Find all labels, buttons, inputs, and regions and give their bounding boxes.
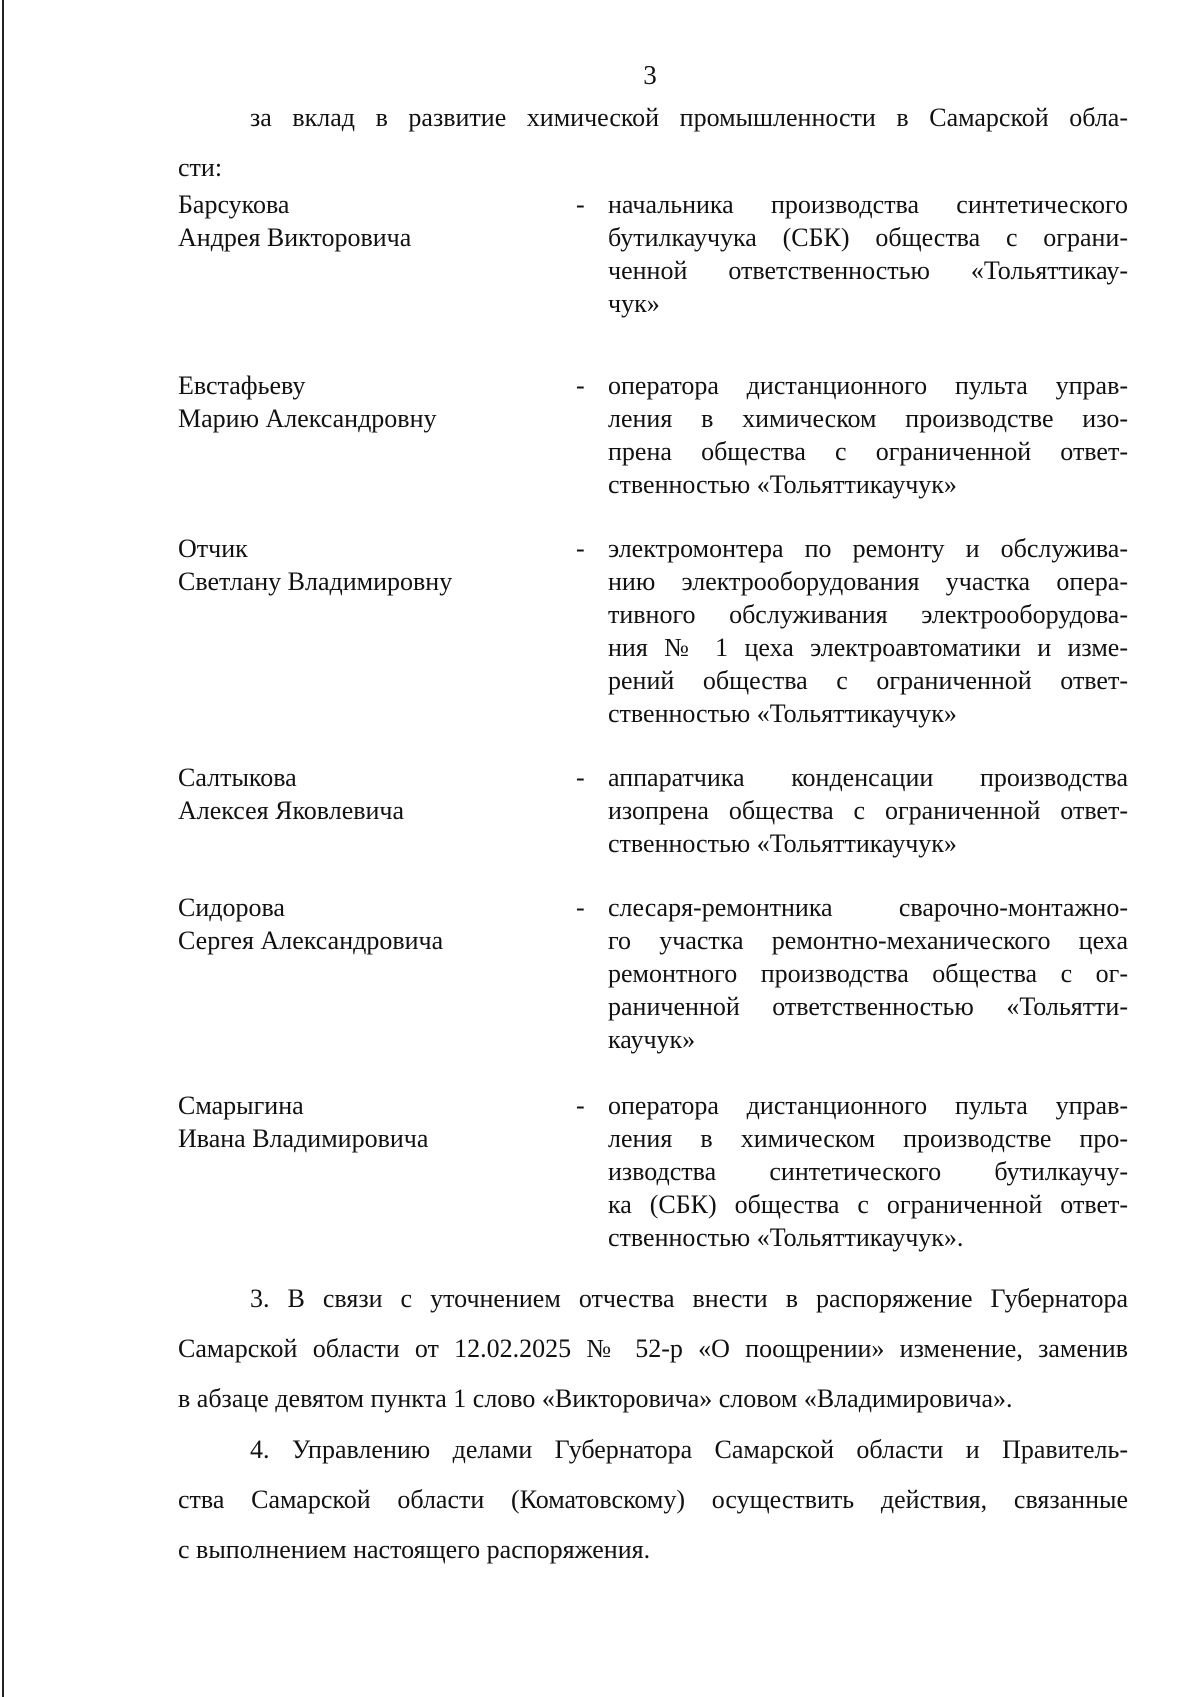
position-line: нию электрооборудования участка опера- [608,567,1128,596]
position-line: бутилкаучука (СБК) общества с ограни- [608,223,1128,252]
position-line: аппаратчика конденсации производства [608,763,1128,792]
position-line: ственностью «Тольяттикаучук». [608,1223,964,1252]
position-line: изопрена общества с ограниченной ответ- [608,796,1128,825]
awardee-name [178,761,568,827]
position-line: ка (СБК) общества с ограниченной ответ- [608,1190,1128,1219]
awardee-position [608,891,1128,1056]
awardee-given-names: Андрея Викторовича [178,223,412,252]
awardee-position [608,369,1128,501]
position-line: ченной ответственностью «Тольяттикау- [608,256,1128,285]
position-line: каучук» [608,1025,696,1054]
awardee-position [608,761,1128,860]
position-line: ственностью «Тольяттикаучук» [608,829,957,858]
paragraph-line: Самарской области от 12.02.2025 № 52-р «О поощрении» изменение, заменив [178,1334,1128,1363]
position-line: ния № 1 цеха электроавтоматики и изме- [608,633,1128,662]
awardee-given-names: Ивана Владимировича [178,1124,429,1153]
position-line: ственностью «Тольяттикаучук» [608,699,957,728]
awardee-surname: Сидорова [178,893,285,922]
awardee-name [178,891,568,957]
awardee-given-names: Светлану Владимировну [178,567,453,596]
page-left-edge-line [2,0,4,1697]
awardee-name [178,1089,568,1155]
awardee-surname: Барсукова [178,190,290,219]
entry-dash: - [576,1091,585,1120]
paragraph-line: с выполнением настоящего распоряжения. [178,1535,651,1564]
position-line: слесаря-ремонтника сварочно-монтажно- [608,893,1128,922]
position-line: рений общества с ограниченной ответ- [608,666,1128,695]
awardee-surname: Евстафьеву [178,371,306,400]
position-line: ремонтного производства общества с ог- [608,959,1128,988]
position-line: оператора дистанционного пульта управ- [608,1091,1128,1120]
position-line: раниченной ответственностью «Тольятти- [608,992,1128,1021]
paragraph-item-3 [178,1274,1128,1424]
position-line: оператора дистанционного пульта управ- [608,371,1128,400]
intro-line: за вклад в развитие химической промышленности в Самарской обла- [250,103,1128,132]
paragraph-line: ства Самарской области (Коматовскому) осуществить действия, связанные [178,1485,1128,1514]
awardee-given-names: Сергея Александровича [178,926,444,955]
paragraph-item-4 [178,1425,1128,1575]
position-line: ления в химическом производстве изо- [608,404,1128,433]
awardee-name [178,369,568,435]
position-line: ственностью «Тольяттикаучук» [608,470,957,499]
position-line: ления в химическом производстве про- [608,1124,1128,1153]
position-line: прена общества с ограниченной ответ- [608,437,1128,466]
paragraph-line: 3. В связи с уточнением отчества внести в распоряжение Губернатора [250,1284,1128,1313]
position-line: электромонтера по ремонту и обслужива- [608,534,1128,563]
entry-dash: - [576,763,585,792]
position-line: начальника производства синтетического [608,190,1128,219]
position-line: изводства синтетического бутилкаучу- [608,1157,1128,1186]
paragraph-line: 4. Управлению делами Губернатора Самарской области и Правитель- [250,1435,1128,1464]
position-line: тивного обслуживания электрооборудова- [608,600,1128,629]
entry-dash: - [576,371,585,400]
awardee-position [608,532,1128,730]
awardee-position [608,1089,1128,1254]
awardee-name [178,188,568,254]
awardee-surname: Отчик [178,534,248,563]
awardee-surname: Салтыкова [178,763,297,792]
position-line: го участка ремонтно-механического цеха [608,926,1128,955]
intro-line: сти: [178,153,223,182]
intro-paragraph [178,101,1128,184]
awardee-surname: Смарыгина [178,1091,304,1120]
entry-dash: - [576,893,585,922]
awardee-given-names: Марию Александровну [178,404,437,433]
paragraph-line: в абзаце девятом пункта 1 слово «Викторовича» словом «Владимировича». [178,1384,1013,1413]
page-number: 3 [643,60,657,90]
awardee-given-names: Алексея Яковлевича [178,796,405,825]
awardee-position [608,188,1128,320]
entry-dash: - [576,190,585,219]
entry-dash: - [576,534,585,563]
position-line: чук» [608,289,660,318]
awardee-name [178,532,568,598]
